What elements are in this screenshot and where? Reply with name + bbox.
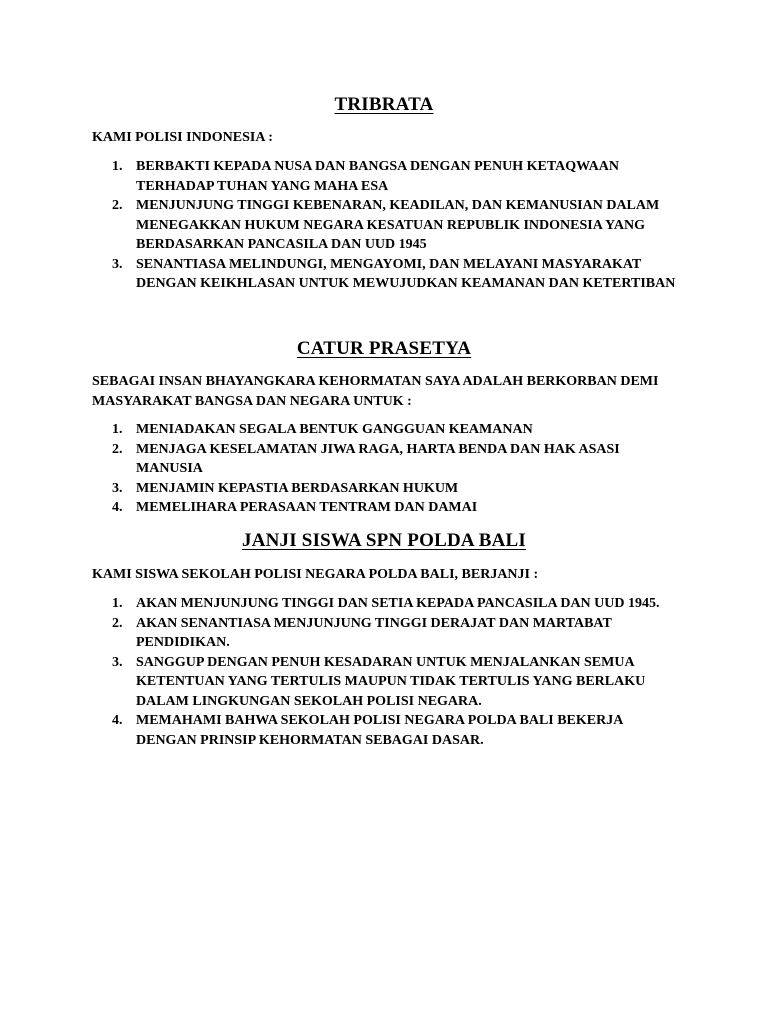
list-item-text: MENJAMIN KEPASTIA BERDASARKAN HUKUM [136, 480, 459, 496]
section-title-tribrata: TRIBRATA [334, 94, 434, 115]
list-item-text: BERBAKTI KEPADA NUSA DAN BANGSA DENGAN PENUH KETAQWAAN TERHADAP TUHAN YANG MAHA ESA [136, 159, 619, 194]
list-item-number: 2. [112, 198, 123, 213]
list-item-number: 1. [112, 159, 123, 174]
list-item [92, 614, 682, 653]
list-item-number: 3. [112, 654, 123, 670]
section-title-janji-siswa: JANJI SISWA SPN POLDA BALI [242, 530, 526, 551]
list-item [92, 653, 682, 712]
list-item [92, 420, 682, 440]
list-item [92, 440, 682, 479]
list-item-text: SENANTIASA MELINDUNGI, MENGAYOMI, DAN MELAYANI MASYARAKAT DENGAN KEIKHLASAN UNTUK MEWUJUDKAN KEAMANAN DAN KETERTIBAN [136, 256, 676, 291]
list-item-text: MEMELIHARA PERASAAN TENTRAM DAN DAMAI [136, 500, 478, 515]
list-item-number: 2. [112, 441, 123, 457]
section-intro-janji-siswa: KAMI SISWA SEKOLAH POLISI NEGARA POLDA BALI, BERJANJI : [92, 567, 539, 582]
section-intro-catur-prasetya: SEBAGAI INSAN BHAYANGKARA KEHORMATAN SAYA ADALAH BERKORBAN DEMI MASYARAKAT BANGSA DAN NEGARA UNTUK : [92, 374, 659, 409]
list-item-text: AKAN MENJUNJUNG TINGGI DAN SETIA KEPADA PANCASILA DAN UUD 1945. [136, 596, 660, 611]
section-intro-tribrata: KAMI POLISI INDONESIA : [92, 130, 273, 145]
list-item [92, 479, 682, 499]
list-item-text: MENJAGA KESELAMATAN JIWA RAGA, HARTA BENDA DAN HAK ASASI MANUSIA [136, 441, 620, 476]
list-item-text: MENJUNJUNG TINGGI KEBENARAN, KEADILAN, DAN KEMANUSIAN DALAM MENEGAKKAN HUKUM NEGARA KESATUAN REPUBLIK INDONESIA YANG BERDASARKAN PANCASILA DAN UUD 1945 [136, 198, 660, 252]
section-title-catur-prasetya: CATUR PRASETYA [296, 338, 472, 359]
list-item-text: AKAN SENANTIASA MENJUNJUNG TINGGI DERAJAT DAN MARTABAT PENDIDIKAN. [136, 615, 612, 650]
list-item-number: 3. [112, 480, 123, 496]
list-item-text: MEMAHAMI BAHWA SEKOLAH POLISI NEGARA POLDA BALI BEKERJA DENGAN PRINSIP KEHORMATAN SEBAGAI DASAR. [136, 713, 623, 748]
list-item-number: 1. [112, 422, 123, 437]
section-list-tribrata [92, 157, 682, 294]
list-item [92, 255, 682, 294]
list-item-number: 3. [112, 256, 123, 272]
list-item [92, 711, 682, 750]
list-item-number: 2. [112, 615, 123, 631]
list-item [92, 157, 682, 196]
list-item-text: MENIADAKAN SEGALA BENTUK GANGGUAN KEAMANAN [136, 422, 533, 437]
list-item-number: 4. [112, 713, 123, 728]
list-item-number: 1. [112, 596, 123, 611]
list-item [92, 196, 682, 255]
list-item-text: SANGGUP DENGAN PENUH KESADARAN UNTUK MENJALANKAN SEMUA KETENTUAN YANG TERTULIS MAUPUN TIDAK TERTULIS YANG BERLAKU DALAM LINGKUNGAN SEKOLAH POLISI NEGARA. [136, 654, 646, 709]
list-item [92, 498, 682, 518]
section-list-janji-siswa [92, 594, 682, 750]
section-list-catur-prasetya [92, 420, 682, 518]
list-item [92, 594, 682, 614]
list-item-number: 4. [112, 500, 123, 515]
